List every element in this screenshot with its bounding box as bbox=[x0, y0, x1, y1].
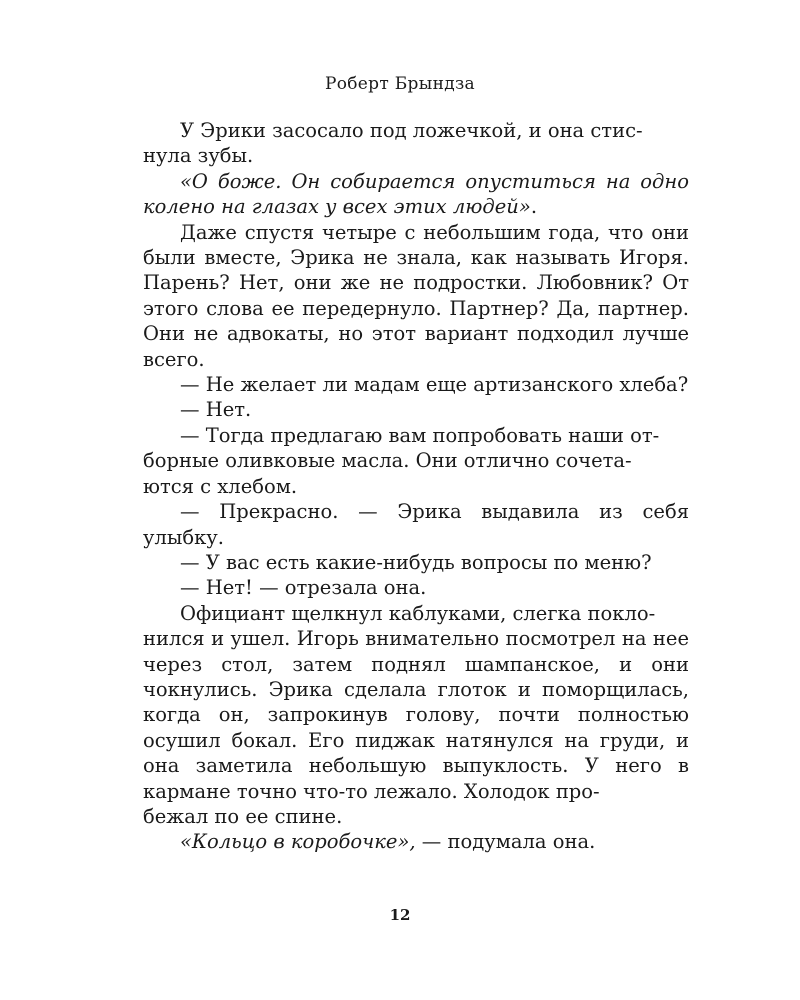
paragraph: — Прекрасно. — Эрика выдавила из себя улыбку. bbox=[143, 500, 689, 549]
paragraph: — Нет! — отрезала она. bbox=[180, 576, 427, 600]
paragraph: Официант щелкнул каблуками, слегка покло- нился и ушел. Игорь внимательно посмотрел на нее через стол, затем поднял шампанское, и они чокнулись. Эрика сделала глоток и поморщилась, когда он, запрокинув голову, почти полностью осушил бокал. Его пиджак натянулся на груди, и она заметила небольшую выпуклость. У него в кармане точно что-то лежало. Холодок про- бежал по ее спине. bbox=[143, 601, 689, 828]
paragraph: — Не желает ли мадам еще артизанского хлеба? bbox=[180, 373, 689, 397]
italic-thought: «О боже. Он собирается опуститься на одно колено на глазах у всех этих людей» bbox=[143, 169, 689, 219]
paragraph: — У вас есть какие-нибудь вопросы по меню? bbox=[180, 550, 652, 574]
paragraph: У Эрики засосало под ложечкой, и она стис- нула зубы. bbox=[143, 119, 643, 168]
paragraph: — Тогда предлагаю вам попробовать наши от- борные оливковые масла. Они отлично сочета- ются с хлебом. bbox=[143, 423, 660, 498]
paragraph: — Нет. bbox=[180, 398, 252, 422]
body-text bbox=[143, 118, 689, 855]
italic-thought: «Кольцо в коробочке», bbox=[180, 830, 416, 854]
paragraph: Даже спустя четыре с небольшим года, что они были вместе, Эрика не знала, как называть Игоря. Парень? Нет, они же не подростки. Любовник? От этого слова ее передернуло. Партнер? Да, партнер. Они не адвокаты, но этот вариант подходил лучше всего. bbox=[143, 220, 689, 371]
paragraph: «О боже. Он собирается опуститься на одно колено на глазах у всех этих людей». bbox=[143, 169, 689, 219]
running-head: Роберт Брындза bbox=[325, 74, 475, 94]
page-number: 12 bbox=[389, 906, 411, 924]
paragraph: «Кольцо в коробочке», — подумала она. bbox=[180, 830, 596, 854]
